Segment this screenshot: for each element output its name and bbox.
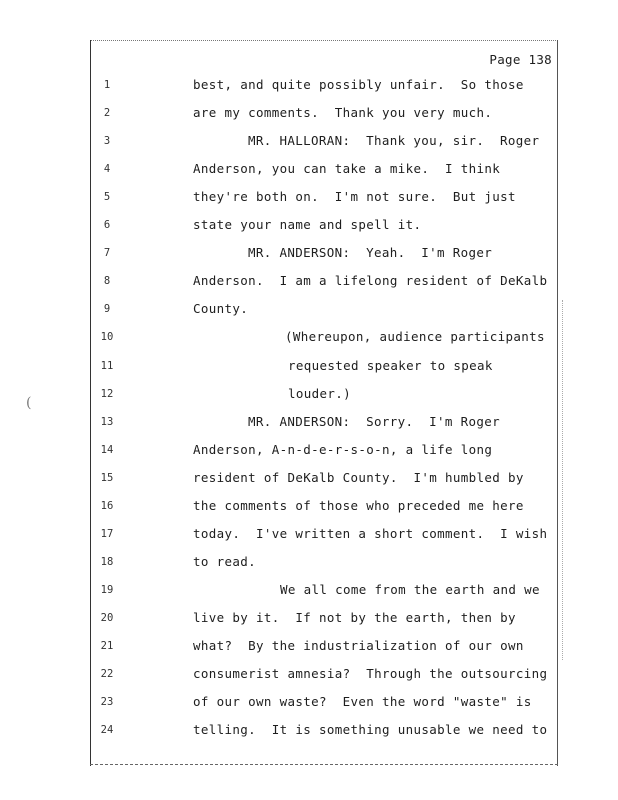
- line-number: 6: [103, 219, 111, 232]
- line-text: MR. ANDERSON: Sorry. I'm Roger: [248, 413, 501, 429]
- line-text: We all come from the earth and we: [280, 581, 540, 597]
- line-number: 13: [100, 415, 114, 428]
- line-number: 21: [100, 640, 114, 652]
- line-number: 16: [100, 499, 114, 512]
- transcript-line: [0, 666, 618, 694]
- line-text: Anderson. I am a lifelong resident of DeKalb: [193, 273, 548, 289]
- line-number: 23: [100, 696, 114, 709]
- line-number: 1: [103, 79, 111, 91]
- line-text: are my comments. Thank you very much.: [193, 105, 493, 121]
- line-text: they're both on. I'm not sure. But just: [193, 189, 516, 205]
- line-number: 20: [100, 611, 114, 624]
- line-number: 11: [100, 359, 114, 372]
- margin-mark: (: [26, 395, 32, 411]
- page-frame-top: [90, 40, 558, 41]
- line-number: 24: [100, 724, 114, 737]
- line-number: 18: [100, 555, 114, 568]
- line-text: consumerist amnesia? Through the outsourcing: [193, 666, 548, 682]
- transcript-line: [0, 638, 618, 666]
- line-text: telling. It is something unusable we need to: [193, 722, 548, 738]
- transcript-line: [0, 301, 618, 329]
- line-text: Anderson, A-n-d-e-r-s-o-n, a life long: [193, 441, 493, 457]
- line-text: County.: [193, 301, 249, 317]
- transcript-line: [0, 358, 618, 386]
- line-text: louder.): [288, 385, 352, 401]
- line-text: requested speaker to speak: [288, 357, 493, 373]
- page-number: Page 138: [489, 52, 552, 67]
- transcript-line: [0, 217, 618, 245]
- line-number: 17: [100, 527, 114, 540]
- line-number: 19: [100, 583, 114, 596]
- line-text: to read.: [193, 553, 257, 569]
- line-text: (Whereupon, audience participants: [285, 329, 545, 345]
- line-text: state your name and spell it.: [193, 217, 422, 233]
- transcript-line: [0, 582, 618, 610]
- line-number: 4: [103, 163, 111, 176]
- transcript-line: [0, 245, 618, 273]
- transcript-line: [0, 133, 618, 161]
- line-number: 15: [100, 471, 114, 484]
- line-number: 14: [100, 443, 114, 456]
- transcript-line: [0, 105, 618, 133]
- line-number: 5: [103, 191, 111, 204]
- transcript-line: [0, 610, 618, 638]
- line-text: today. I've written a short comment. I wish: [193, 525, 548, 541]
- transcript-line: [0, 273, 618, 301]
- line-text: live by it. If not by the earth, then by: [193, 609, 516, 625]
- line-text: what? By the industrialization of our own: [193, 638, 524, 653]
- line-text: best, and quite possibly unfair. So those: [193, 77, 524, 92]
- line-text: Anderson, you can take a mike. I think: [193, 161, 501, 177]
- line-number: 2: [103, 107, 111, 120]
- line-text: MR. ANDERSON: Yeah. I'm Roger: [248, 245, 493, 261]
- transcript-line: [0, 161, 618, 189]
- transcript-line: [0, 526, 618, 554]
- transcript-line: [0, 498, 618, 526]
- line-text: MR. HALLORAN: Thank you, sir. Roger: [248, 133, 540, 149]
- transcript-line: [0, 554, 618, 582]
- line-number: 22: [100, 668, 114, 681]
- line-number: 7: [103, 247, 111, 260]
- transcript-line: [0, 329, 618, 357]
- transcript-line: [0, 694, 618, 722]
- transcript-line: [0, 414, 618, 442]
- page-frame-bottom: [90, 764, 558, 765]
- line-number: 3: [103, 135, 111, 148]
- line-number: 12: [100, 387, 114, 400]
- line-number: 8: [103, 275, 111, 288]
- transcript-line: [0, 77, 618, 105]
- line-text: of our own waste? Even the word "waste" is: [193, 694, 532, 710]
- transcript-line: [0, 189, 618, 217]
- line-text: the comments of those who preceded me here: [193, 497, 524, 513]
- line-number: 9: [103, 303, 111, 316]
- transcript-line: [0, 386, 618, 414]
- line-number: 10: [100, 331, 114, 344]
- transcript-line: [0, 722, 618, 750]
- transcript-line: [0, 442, 618, 470]
- transcript-line: [0, 470, 618, 498]
- line-text: resident of DeKalb County. I'm humbled by: [193, 469, 524, 485]
